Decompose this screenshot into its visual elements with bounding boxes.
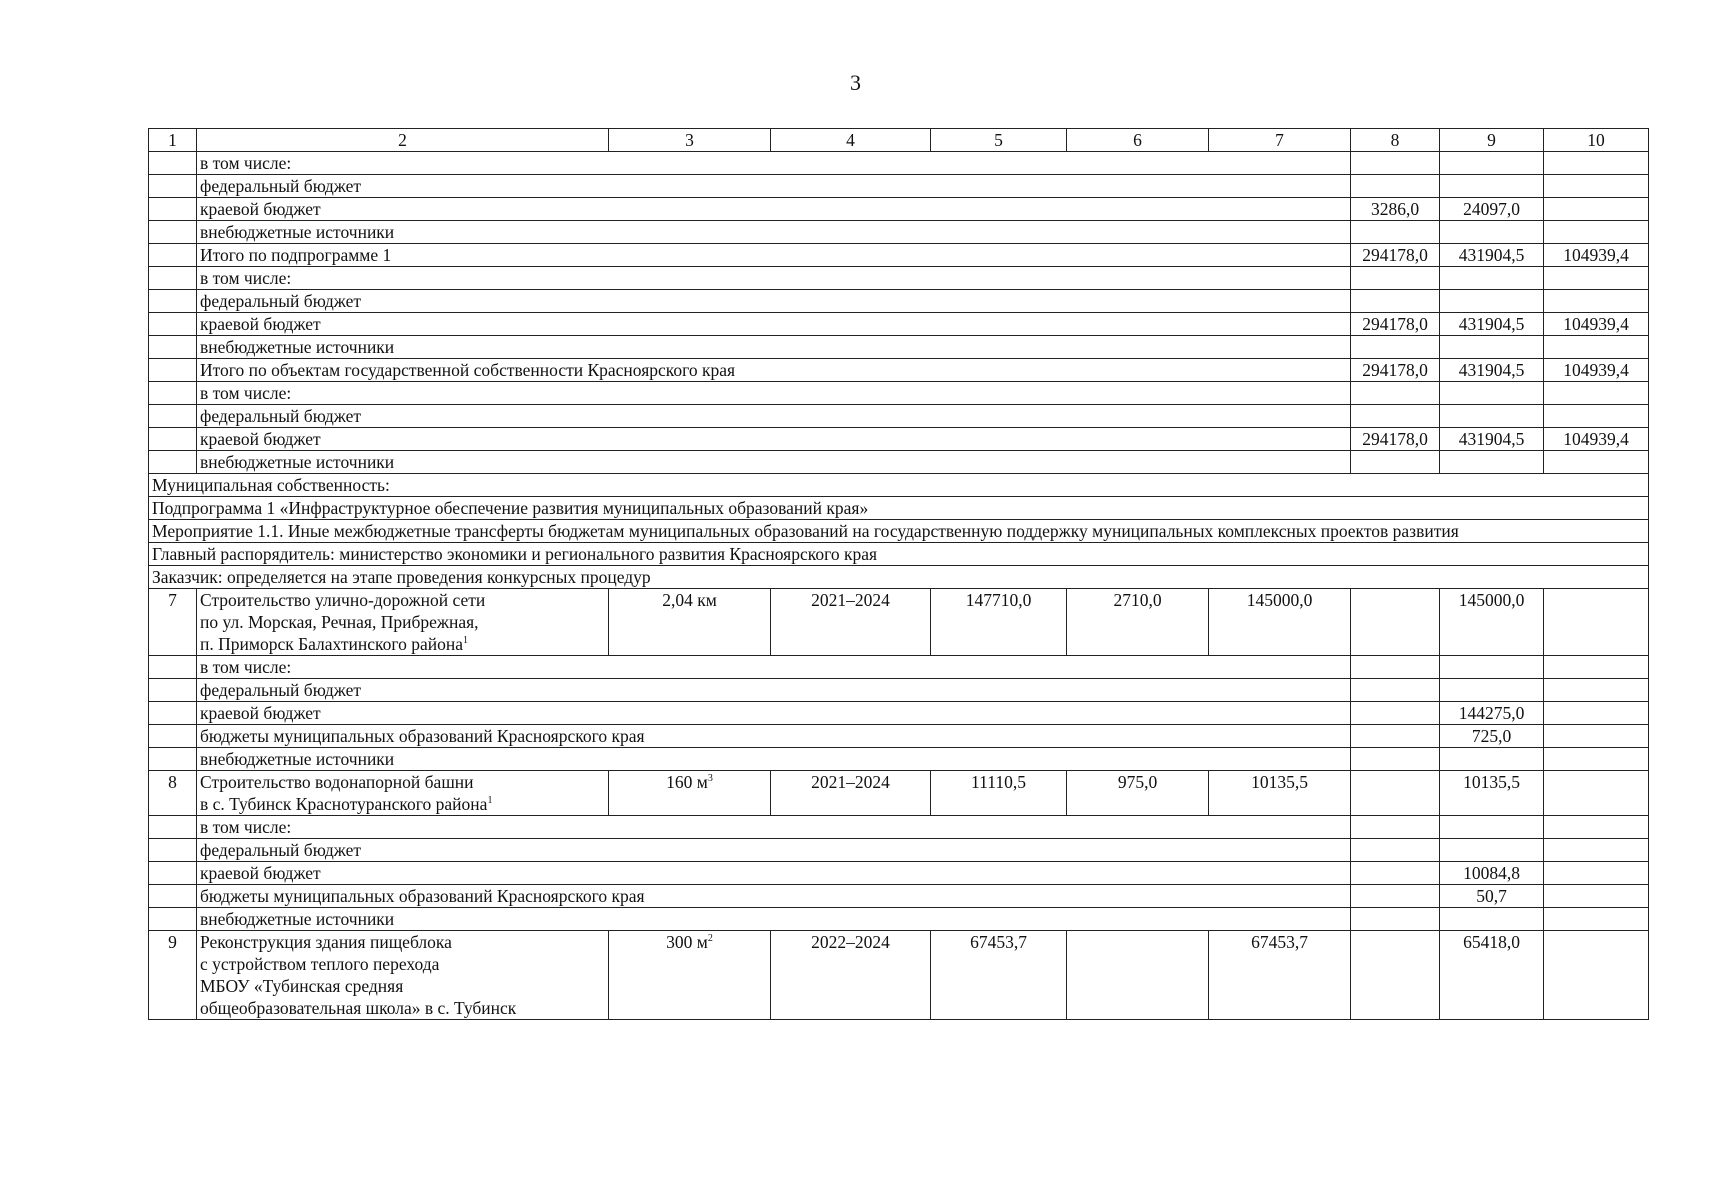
row-label: краевой бюджет — [197, 313, 1351, 336]
value-col-10 — [1544, 336, 1649, 359]
value-col-6: 2710,0 — [1067, 589, 1209, 656]
value-col-9: 725,0 — [1440, 725, 1544, 748]
row-label: бюджеты муниципальных образований Красноярского края — [197, 725, 1351, 748]
value-col-8: 294178,0 — [1351, 359, 1440, 382]
value-col-9: 65418,0 — [1440, 931, 1544, 1020]
row-label: внебюджетные источники — [197, 451, 1351, 474]
row-label: Итого по объектам государственной собственности Красноярского края — [197, 359, 1351, 382]
value-col-8 — [1351, 175, 1440, 198]
value-col-10 — [1544, 405, 1649, 428]
value-col-8 — [1351, 221, 1440, 244]
value-col-7: 67453,7 — [1209, 931, 1351, 1020]
value-col-8 — [1351, 702, 1440, 725]
row-label: краевой бюджет — [197, 198, 1351, 221]
row-number-cell — [149, 221, 197, 244]
row-label: Итого по подпрограмме 1 — [197, 244, 1351, 267]
row-label: федеральный бюджет — [197, 290, 1351, 313]
row-label: бюджеты муниципальных образований Красноярского края — [197, 885, 1351, 908]
value-col-8 — [1351, 908, 1440, 931]
value-col-8 — [1351, 771, 1440, 816]
table-row — [149, 175, 1649, 198]
value-col-10 — [1544, 839, 1649, 862]
object-period: 2021–2024 — [771, 589, 931, 656]
row-label: федеральный бюджет — [197, 405, 1351, 428]
value-col-9 — [1440, 656, 1544, 679]
value-col-9: 24097,0 — [1440, 198, 1544, 221]
table-row — [149, 816, 1649, 839]
value-col-10 — [1544, 679, 1649, 702]
table-row — [149, 656, 1649, 679]
column-number-header: 7 — [1209, 129, 1351, 152]
table-row — [149, 885, 1649, 908]
table-row — [149, 382, 1649, 405]
value-col-9: 431904,5 — [1440, 359, 1544, 382]
column-number-header: 9 — [1440, 129, 1544, 152]
value-col-10 — [1544, 885, 1649, 908]
value-col-10 — [1544, 908, 1649, 931]
value-col-8 — [1351, 816, 1440, 839]
table-body — [149, 129, 1649, 1020]
value-col-10 — [1544, 702, 1649, 725]
row-label: краевой бюджет — [197, 702, 1351, 725]
value-col-8 — [1351, 862, 1440, 885]
value-col-10: 104939,4 — [1544, 428, 1649, 451]
row-number-cell — [149, 656, 197, 679]
row-label: внебюджетные источники — [197, 908, 1351, 931]
object-row — [149, 931, 1649, 1020]
value-col-10: 104939,4 — [1544, 313, 1649, 336]
value-col-10 — [1544, 748, 1649, 771]
row-number-cell — [149, 359, 197, 382]
value-col-8: 294178,0 — [1351, 313, 1440, 336]
section-label: Главный распорядитель: министерство экономики и регионального развития Красноярского края — [149, 543, 1649, 566]
row-number-cell — [149, 244, 197, 267]
value-col-8 — [1351, 656, 1440, 679]
row-label: краевой бюджет — [197, 862, 1351, 885]
value-col-10: 104939,4 — [1544, 359, 1649, 382]
column-number-header: 4 — [771, 129, 931, 152]
row-number-cell — [149, 290, 197, 313]
value-col-9: 145000,0 — [1440, 589, 1544, 656]
value-col-7: 145000,0 — [1209, 589, 1351, 656]
row-number-cell — [149, 725, 197, 748]
section-label: Подпрограмма 1 «Инфраструктурное обеспечение развития муниципальных образований края» — [149, 497, 1649, 520]
section-row — [149, 497, 1649, 520]
value-col-8 — [1351, 589, 1440, 656]
table-row — [149, 908, 1649, 931]
object-name: Реконструкция здания пищеблока с устройством теплого перехода МБОУ «Тубинская средняя общеобразовательная школа» в с. Тубинск — [197, 931, 609, 1020]
section-row — [149, 566, 1649, 589]
object-capacity: 2,04 км — [609, 589, 771, 656]
object-row — [149, 771, 1649, 816]
row-label: в том числе: — [197, 656, 1351, 679]
row-number-cell — [149, 908, 197, 931]
table-row — [149, 748, 1649, 771]
value-col-8 — [1351, 885, 1440, 908]
value-col-10: 104939,4 — [1544, 244, 1649, 267]
value-col-9 — [1440, 221, 1544, 244]
value-col-9: 50,7 — [1440, 885, 1544, 908]
column-number-header: 6 — [1067, 129, 1209, 152]
budget-table — [148, 128, 1649, 1020]
value-col-9 — [1440, 382, 1544, 405]
object-number: 7 — [149, 589, 197, 656]
row-number-cell — [149, 267, 197, 290]
table-row — [149, 290, 1649, 313]
value-col-8: 294178,0 — [1351, 244, 1440, 267]
row-number-cell — [149, 839, 197, 862]
value-col-10 — [1544, 221, 1649, 244]
table-row — [149, 152, 1649, 175]
value-col-8 — [1351, 405, 1440, 428]
value-col-10 — [1544, 725, 1649, 748]
value-col-9 — [1440, 908, 1544, 931]
value-col-8: 294178,0 — [1351, 428, 1440, 451]
value-col-9 — [1440, 839, 1544, 862]
column-number-header: 5 — [931, 129, 1067, 152]
table-row — [149, 679, 1649, 702]
row-number-cell — [149, 885, 197, 908]
row-number-cell — [149, 405, 197, 428]
object-name: Строительство водонапорной башни в с. Тубинск Краснотуранского района$^1$ — [197, 771, 609, 816]
value-col-6: 975,0 — [1067, 771, 1209, 816]
row-label: в том числе: — [197, 816, 1351, 839]
value-col-10 — [1544, 931, 1649, 1020]
table-row — [149, 862, 1649, 885]
row-label: федеральный бюджет — [197, 839, 1351, 862]
row-number-cell — [149, 816, 197, 839]
value-col-10 — [1544, 198, 1649, 221]
object-number: 8 — [149, 771, 197, 816]
value-col-10 — [1544, 816, 1649, 839]
value-col-10 — [1544, 175, 1649, 198]
value-col-9 — [1440, 748, 1544, 771]
value-col-5: 11110,5 — [931, 771, 1067, 816]
row-number-cell — [149, 336, 197, 359]
value-col-9 — [1440, 175, 1544, 198]
row-number-cell — [149, 679, 197, 702]
value-col-9 — [1440, 336, 1544, 359]
value-col-9 — [1440, 290, 1544, 313]
column-number-header: 2 — [197, 129, 609, 152]
value-col-8 — [1351, 725, 1440, 748]
row-number-cell — [149, 198, 197, 221]
object-capacity: 300 $м^2$ — [609, 931, 771, 1020]
value-col-10 — [1544, 290, 1649, 313]
row-label: краевой бюджет — [197, 428, 1351, 451]
value-col-9: 431904,5 — [1440, 313, 1544, 336]
table-row — [149, 198, 1649, 221]
column-number-header: 3 — [609, 129, 771, 152]
section-row — [149, 543, 1649, 566]
table-row — [149, 451, 1649, 474]
row-label: в том числе: — [197, 152, 1351, 175]
value-col-9: 10084,8 — [1440, 862, 1544, 885]
row-label: в том числе: — [197, 267, 1351, 290]
row-label: федеральный бюджет — [197, 175, 1351, 198]
row-label: федеральный бюджет — [197, 679, 1351, 702]
row-label: в том числе: — [197, 382, 1351, 405]
value-col-8 — [1351, 839, 1440, 862]
value-col-8 — [1351, 267, 1440, 290]
value-col-8 — [1351, 931, 1440, 1020]
column-number-header: 8 — [1351, 129, 1440, 152]
row-number-cell — [149, 862, 197, 885]
table-row — [149, 336, 1649, 359]
table-row — [149, 725, 1649, 748]
table-row — [149, 405, 1649, 428]
value-col-8 — [1351, 748, 1440, 771]
section-label: Мероприятие 1.1. Иные межбюджетные трансферты бюджетам муниципальных образований на государственную поддержку муниципальных комплексных проектов развития — [149, 520, 1649, 543]
value-col-8 — [1351, 152, 1440, 175]
row-number-cell — [149, 702, 197, 725]
value-col-9: 10135,5 — [1440, 771, 1544, 816]
value-col-8 — [1351, 382, 1440, 405]
table-row — [149, 267, 1649, 290]
value-col-10 — [1544, 771, 1649, 816]
table-row — [149, 221, 1649, 244]
section-label: Муниципальная собственность: — [149, 474, 1649, 497]
value-col-8 — [1351, 290, 1440, 313]
value-col-10 — [1544, 382, 1649, 405]
object-period: 2022–2024 — [771, 931, 931, 1020]
table-row — [149, 359, 1649, 382]
object-period: 2021–2024 — [771, 771, 931, 816]
table-row — [149, 428, 1649, 451]
table-row — [149, 244, 1649, 267]
row-number-cell — [149, 451, 197, 474]
row-number-cell — [149, 748, 197, 771]
page-number: 3 — [850, 70, 861, 95]
value-col-8 — [1351, 336, 1440, 359]
value-col-10 — [1544, 589, 1649, 656]
value-col-8 — [1351, 451, 1440, 474]
value-col-10 — [1544, 862, 1649, 885]
value-col-9: 144275,0 — [1440, 702, 1544, 725]
row-number-cell — [149, 382, 197, 405]
value-col-10 — [1544, 656, 1649, 679]
value-col-5: 67453,7 — [931, 931, 1067, 1020]
value-col-10 — [1544, 451, 1649, 474]
row-label: внебюджетные источники — [197, 336, 1351, 359]
value-col-9 — [1440, 267, 1544, 290]
object-number: 9 — [149, 931, 197, 1020]
value-col-9 — [1440, 405, 1544, 428]
value-col-9 — [1440, 679, 1544, 702]
row-number-cell — [149, 152, 197, 175]
object-capacity: 160 $м^3$ — [609, 771, 771, 816]
value-col-6 — [1067, 931, 1209, 1020]
row-number-cell — [149, 428, 197, 451]
table-row — [149, 702, 1649, 725]
section-row — [149, 520, 1649, 543]
value-col-9: 431904,5 — [1440, 244, 1544, 267]
value-col-7: 10135,5 — [1209, 771, 1351, 816]
column-number-header: 10 — [1544, 129, 1649, 152]
row-number-cell — [149, 313, 197, 336]
value-col-9: 431904,5 — [1440, 428, 1544, 451]
object-row — [149, 589, 1649, 656]
table-row — [149, 313, 1649, 336]
value-col-10 — [1544, 267, 1649, 290]
row-label: внебюджетные источники — [197, 221, 1351, 244]
row-label: внебюджетные источники — [197, 748, 1351, 771]
row-number-cell — [149, 175, 197, 198]
value-col-8: 3286,0 — [1351, 198, 1440, 221]
column-number-header: 1 — [149, 129, 197, 152]
value-col-9 — [1440, 451, 1544, 474]
section-label: Заказчик: определяется на этапе проведения конкурсных процедур — [149, 566, 1649, 589]
value-col-9 — [1440, 816, 1544, 839]
table-row — [149, 839, 1649, 862]
table-header-row — [149, 129, 1649, 152]
value-col-8 — [1351, 679, 1440, 702]
section-row — [149, 474, 1649, 497]
value-col-5: 147710,0 — [931, 589, 1067, 656]
value-col-9 — [1440, 152, 1544, 175]
object-name: Строительство улично-дорожной сети по ул. Морская, Речная, Прибрежная, п. Приморск Балахтинского района$^1$ — [197, 589, 609, 656]
value-col-10 — [1544, 152, 1649, 175]
